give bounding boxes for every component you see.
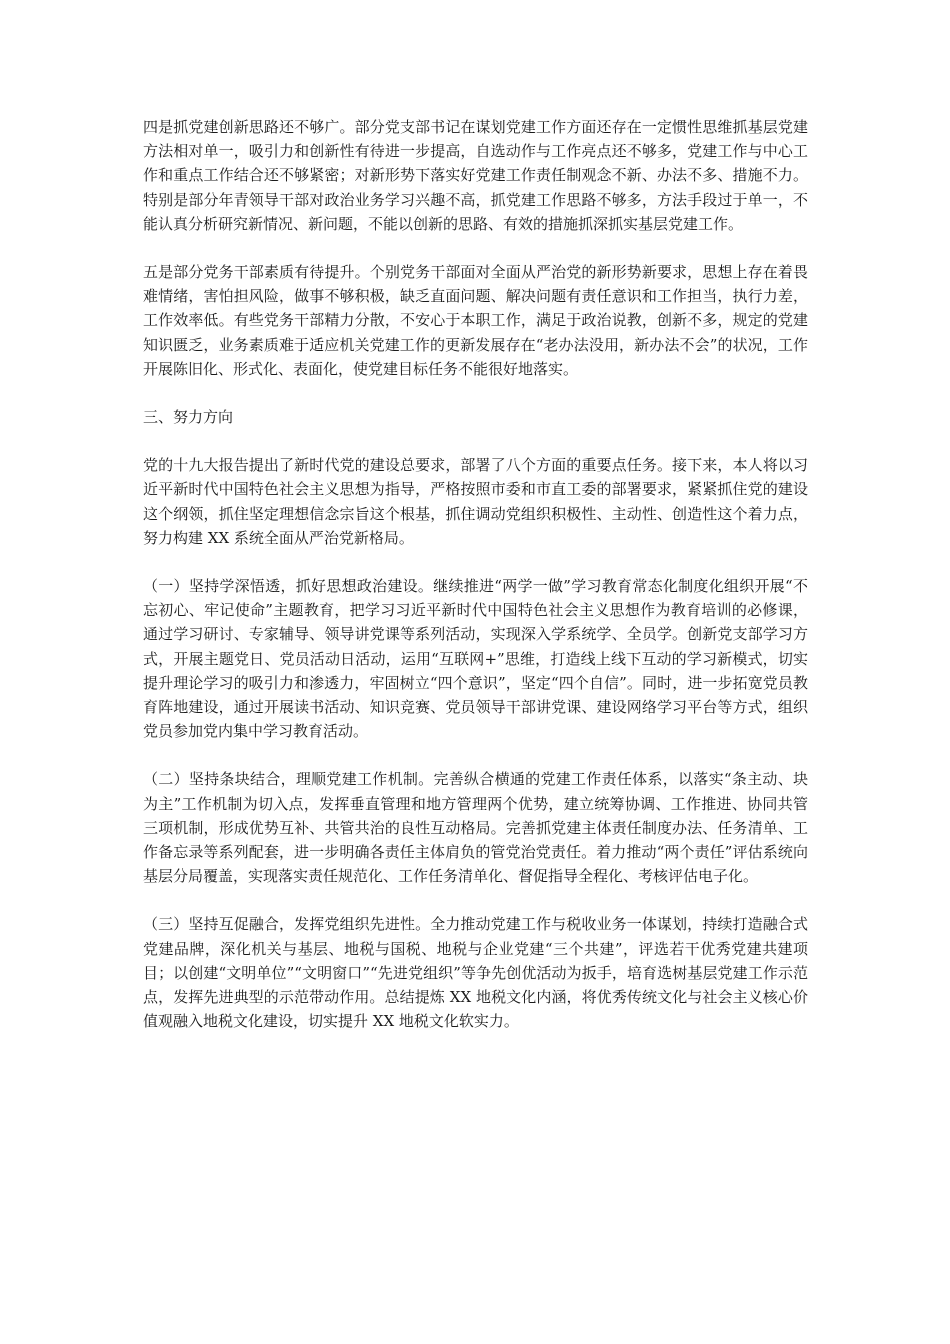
paragraph-spacer [143,743,808,767]
paragraph-spacer [143,888,808,912]
paragraph-item-two: （二）坚持条块结合，理顺党建工作机制。完善纵合横通的党建工作责任体系，以落实“条主动、块为主”工作机制为切入点，发挥垂直管理和地方管理两个优势，建立统筹协调、工作推进、协同共管三项机制，形成优势互补、共管共治的良性互动格局。完善抓党建主体责任制度办法、任务清单、工作备忘录等系列配套，进一步明确各责任主体肩负的管党治党责任。着力推动“两个责任”评估系统向基层分局覆盖，实现落实责任规范化、工作任务清单化、督促指导全程化、考核评估电子化。 [143,770,808,886]
document-page [143,115,808,1034]
paragraph-intro: 党的十九大报告提出了新时代党的建设总要求，部署了八个方面的重要点任务。接下来，本人将以习近平新时代中国特色社会主义思想为指导，严格按照市委和市直工委的部署要求，紧紧抓住党的建设这个纲领，抓住坚定理想信念宗旨这个根基，抓住调动党组织积极性、主动性、创造性这个着力点，努力构建 XX 系统全面从严治党新格局。 [143,456,808,547]
paragraph-spacer [143,429,808,453]
paragraph-point-five: 五是部分党务干部素质有待提升。个别党务干部面对全面从严治党的新形势新要求，思想上存在着畏难情绪，害怕担风险，做事不够积极，缺乏直面问题、解决问题有责任意识和工作担当，执行力差，工作效率低。有些党务干部精力分散，不安心于本职工作，满足于政治说教，创新不多，规定的党建知识匮乏，业务素质难于适应机关党建工作的更新发展存在“老办法没用，新办法不会”的状况，工作开展陈旧化、形式化、表面化，使党建目标任务不能很好地落实。 [143,263,808,378]
paragraph-spacer [143,236,808,260]
paragraph-spacer [143,550,808,574]
paragraph-item-three: （三）坚持互促融合，发挥党组织先进性。全力推动党建工作与税收业务一体谋划，持续打造融合式党建品牌，深化机关与基层、地税与国税、地税与企业党建“三个共建”，评选若干优秀党建共建项目；以创建“文明单位”“文明窗口”“先进党组织”等争先创优活动为扳手，培育选树基层党建工作示范点，发挥先进典型的示范带动作用。总结提炼 XX 地税文化内涵，将优秀传统文化与社会主义核心价值观融入地税文化建设，切实提升 XX 地税文化软实力。 [143,915,808,1031]
section-heading: 三、努力方向 [143,408,234,427]
paragraph-item-one: （一）坚持学深悟透，抓好思想政治建设。继续推进“两学一做”学习教育常态化制度化组织开展“不忘初心、牢记使命”主题教育，把学习习近平新时代中国特色社会主义思想作为教育培训的必修课，通过学习研讨、专家辅导、领导讲党课等系列活动，实现深入学系统学、全员学。创新党支部学习方式，开展主题党日、党员活动日活动，运用“互联网+”思维，打造线上线下互动的学习新模式，切实提升理论学习的吸引力和渗透力，牢固树立“四个意识”，坚定“四个自信”。同时，进一步拓宽党员教育阵地建设，通过开展读书活动、知识竞赛、党员领导干部讲党课、建设网络学习平台等方式，组织党员参加党内集中学习教育活动。 [143,577,808,741]
paragraph-point-four: 四是抓党建创新思路还不够广。部分党支部书记在谋划党建工作方面还存在一定惯性思维抓基层党建方法相对单一，吸引力和创新性有待进一步提高，自选动作与工作亮点还不够多，党建工作与中心工作和重点工作结合还不够紧密；对新形势下落实好党建工作责任制观念不新、办法不多、措施不力。特别是部分年青领导干部对政治业务学习兴趣不高，抓党建工作思路不够多，方法手段过于单一，不能认真分析研究新情况、新问题，不能以创新的思路、有效的措施抓深抓实基层党建工作。 [143,118,808,233]
paragraph-spacer [143,381,808,405]
